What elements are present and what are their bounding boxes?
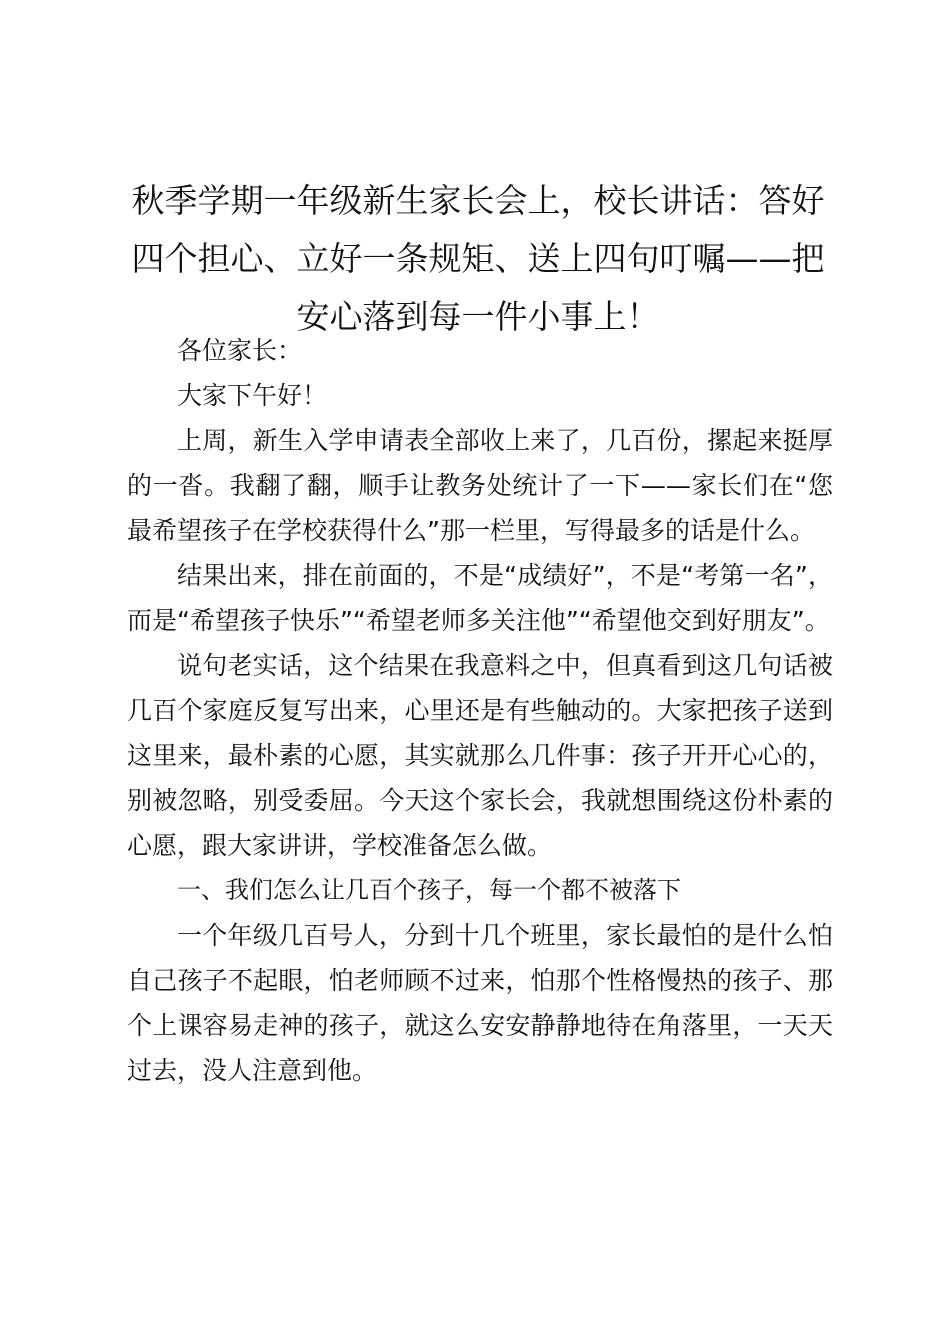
body-paragraph: 上周，新生入学申请表全部收上来了，几百份，摞起来挺厚的一沓。我翻了翻，顺手让教务处统计了一下——家长们在“您最希望孩子在学校获得什么”那一栏里，写得最多的话是什么。 [127,426,833,545]
salutation: 各位家长： [177,336,303,365]
body-paragraph: 结果出来，排在前面的，不是“成绩好”，不是“考第一名”，而是“希望孩子快乐”“希望老师多关注他”“希望他交到好朋友”。 [127,561,833,635]
document-body [127,328,833,1093]
body-paragraph: 一个年级几百号人，分到十几个班里，家长最怕的是什么怕自己孩子不起眼，怕老师顾不过来，怕那个性格慢热的孩子、那个上课容易走神的孩子，就这么安安静静地待在角落里，一天天过去，没人注意到他。 [127,921,833,1085]
body-paragraph: 说句老实话，这个结果在我意料之中，但真看到这几句话被几百个家庭反复写出来，心里还是有些触动的。大家把孩子送到这里来，最朴素的心愿，其实就那么几件事：孩子开开心心的，别被忽略，别受委屈。今天这个家长会，我就想围绕这份朴素的心愿，跟大家讲讲，学校准备怎么做。 [127,651,833,860]
section-heading: 一、我们怎么让几百个孩子，每一个都不被落下 [177,876,681,904]
document-title: 秋季学期一年级新生家长会上，校长讲话：答好四个担心、立好一条规矩、送上四句叮嘱——把安心落到每一件小事上！ [131,181,825,336]
greeting: 大家下午好！ [177,381,328,410]
